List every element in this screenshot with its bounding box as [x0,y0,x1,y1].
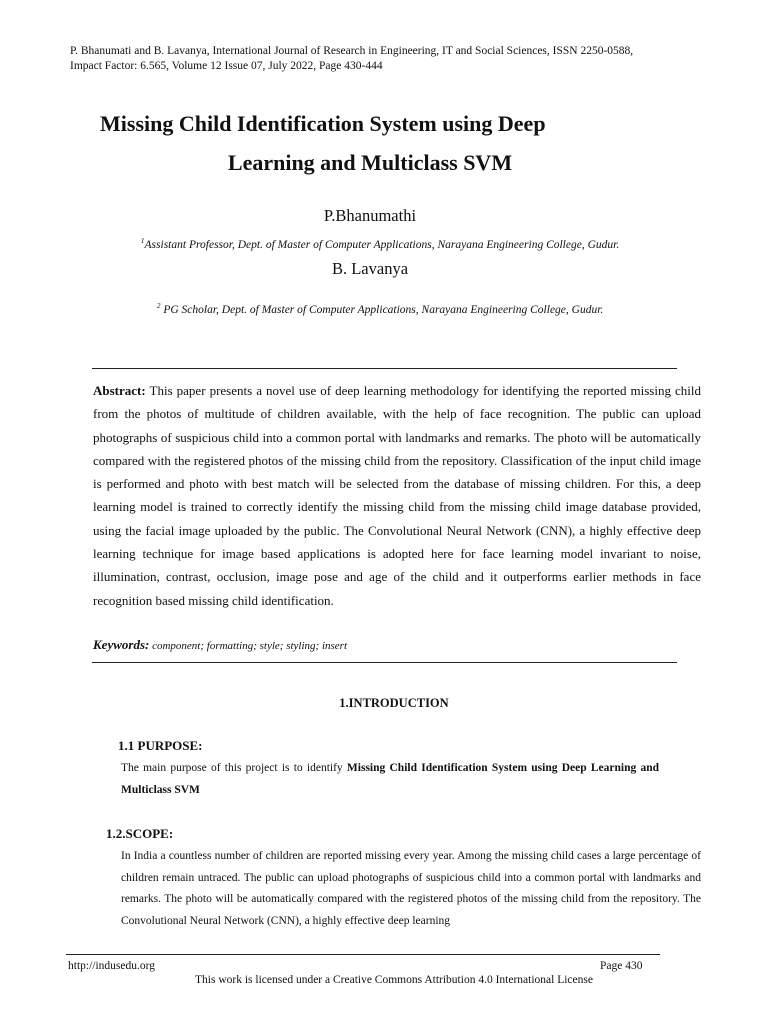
author-1-affiliation [40,236,720,251]
author-1-affiliation-text: Assistant Professor, Dept. of Master of Computer Applications, Narayana Engineering College, Gudur. [144,238,620,251]
paper-title-line-1: Missing Child Identification System using Deep [100,111,546,136]
footer-license: This work is licensed under a Creative Commons Attribution 4.0 International License [195,974,593,986]
scope-heading: 1.2.SCOPE: [106,826,174,841]
footer-page-number: Page 430 [600,960,643,972]
author-1-superscript: 1 [140,236,145,245]
author-2-affiliation-text: PG Scholar, Dept. of Master of Computer Applications, Narayana Engineering College, Gudur. [160,303,604,316]
abstract-label: Abstract: [93,383,146,398]
abstract [93,379,701,612]
abstract-text: This paper presents a novel use of deep learning methodology for identifying the reported missing child from the photos of multitude of children available, with the help of face recognition. The public can upload photographs of suspicious child into a common portal with landmarks and remarks. The photo will be automatically compared with the registered photos of the missing child from the repository. Classification of the input child image is performed and photo with best match will be selected from the database of missing children. For this, a deep learning model is trained to correctly identify the missing child from the missing child image database provided, using the facial image uploaded by the public. The Convolutional Neural Network (CNN), a highly effective deep learning technique for image based applications is adopted here for face learning model invariant to noise, illumination, contrast, occlusion, image pose and age of the child and it outperforms earlier methods in face recognition based missing child identification. [93,383,701,608]
author-1-name: P.Bhanumathi [323,206,417,225]
journal-header-line-1: P. Bhanumati and B. Lavanya, International Journal of Research in Engineering, IT and Social Sciences, ISSN 2250-0588, [70,45,634,57]
keywords-label: Keywords: [93,637,150,652]
author-2-name: B. Lavanya [331,259,409,278]
author-2-superscript: 2 [156,301,161,310]
paper-title-line-2: Learning and Multiclass SVM [227,150,513,175]
journal-header-line-2: Impact Factor: 6.565, Volume 12 Issue 07, July 2022, Page 430-444 [70,60,383,72]
footer-rule [66,954,660,955]
scope-text: In India a countless number of children are reported missing every year. Among the missing child cases a large percentage of children remain untraced. The public can upload photographs of suspicious child into a common portal with landmarks and remarks. The photo will be automatically compared with the registered photos of the missing child from the repository. The Convolutional Neural Network (CNN), a highly effective deep learning [121,850,701,927]
author-2-affiliation [40,301,720,316]
keywords-list: component; formatting; style; styling; insert [149,640,348,652]
keywords [93,637,701,653]
abstract-top-rule [92,368,677,369]
introduction-heading: 1.INTRODUCTION [339,696,449,710]
purpose-heading: 1.1 PURPOSE: [118,738,203,753]
footer-url-link[interactable]: http://indusedu.org [68,960,155,972]
purpose-text-bold: Missing Child Identification System using Deep Learning and Multiclass SVM [121,762,660,796]
journal-header [70,44,720,74]
purpose-text [121,758,659,801]
purpose-text-plain: The main purpose of this project is to identify [121,762,347,774]
abstract-bottom-rule [92,662,677,663]
